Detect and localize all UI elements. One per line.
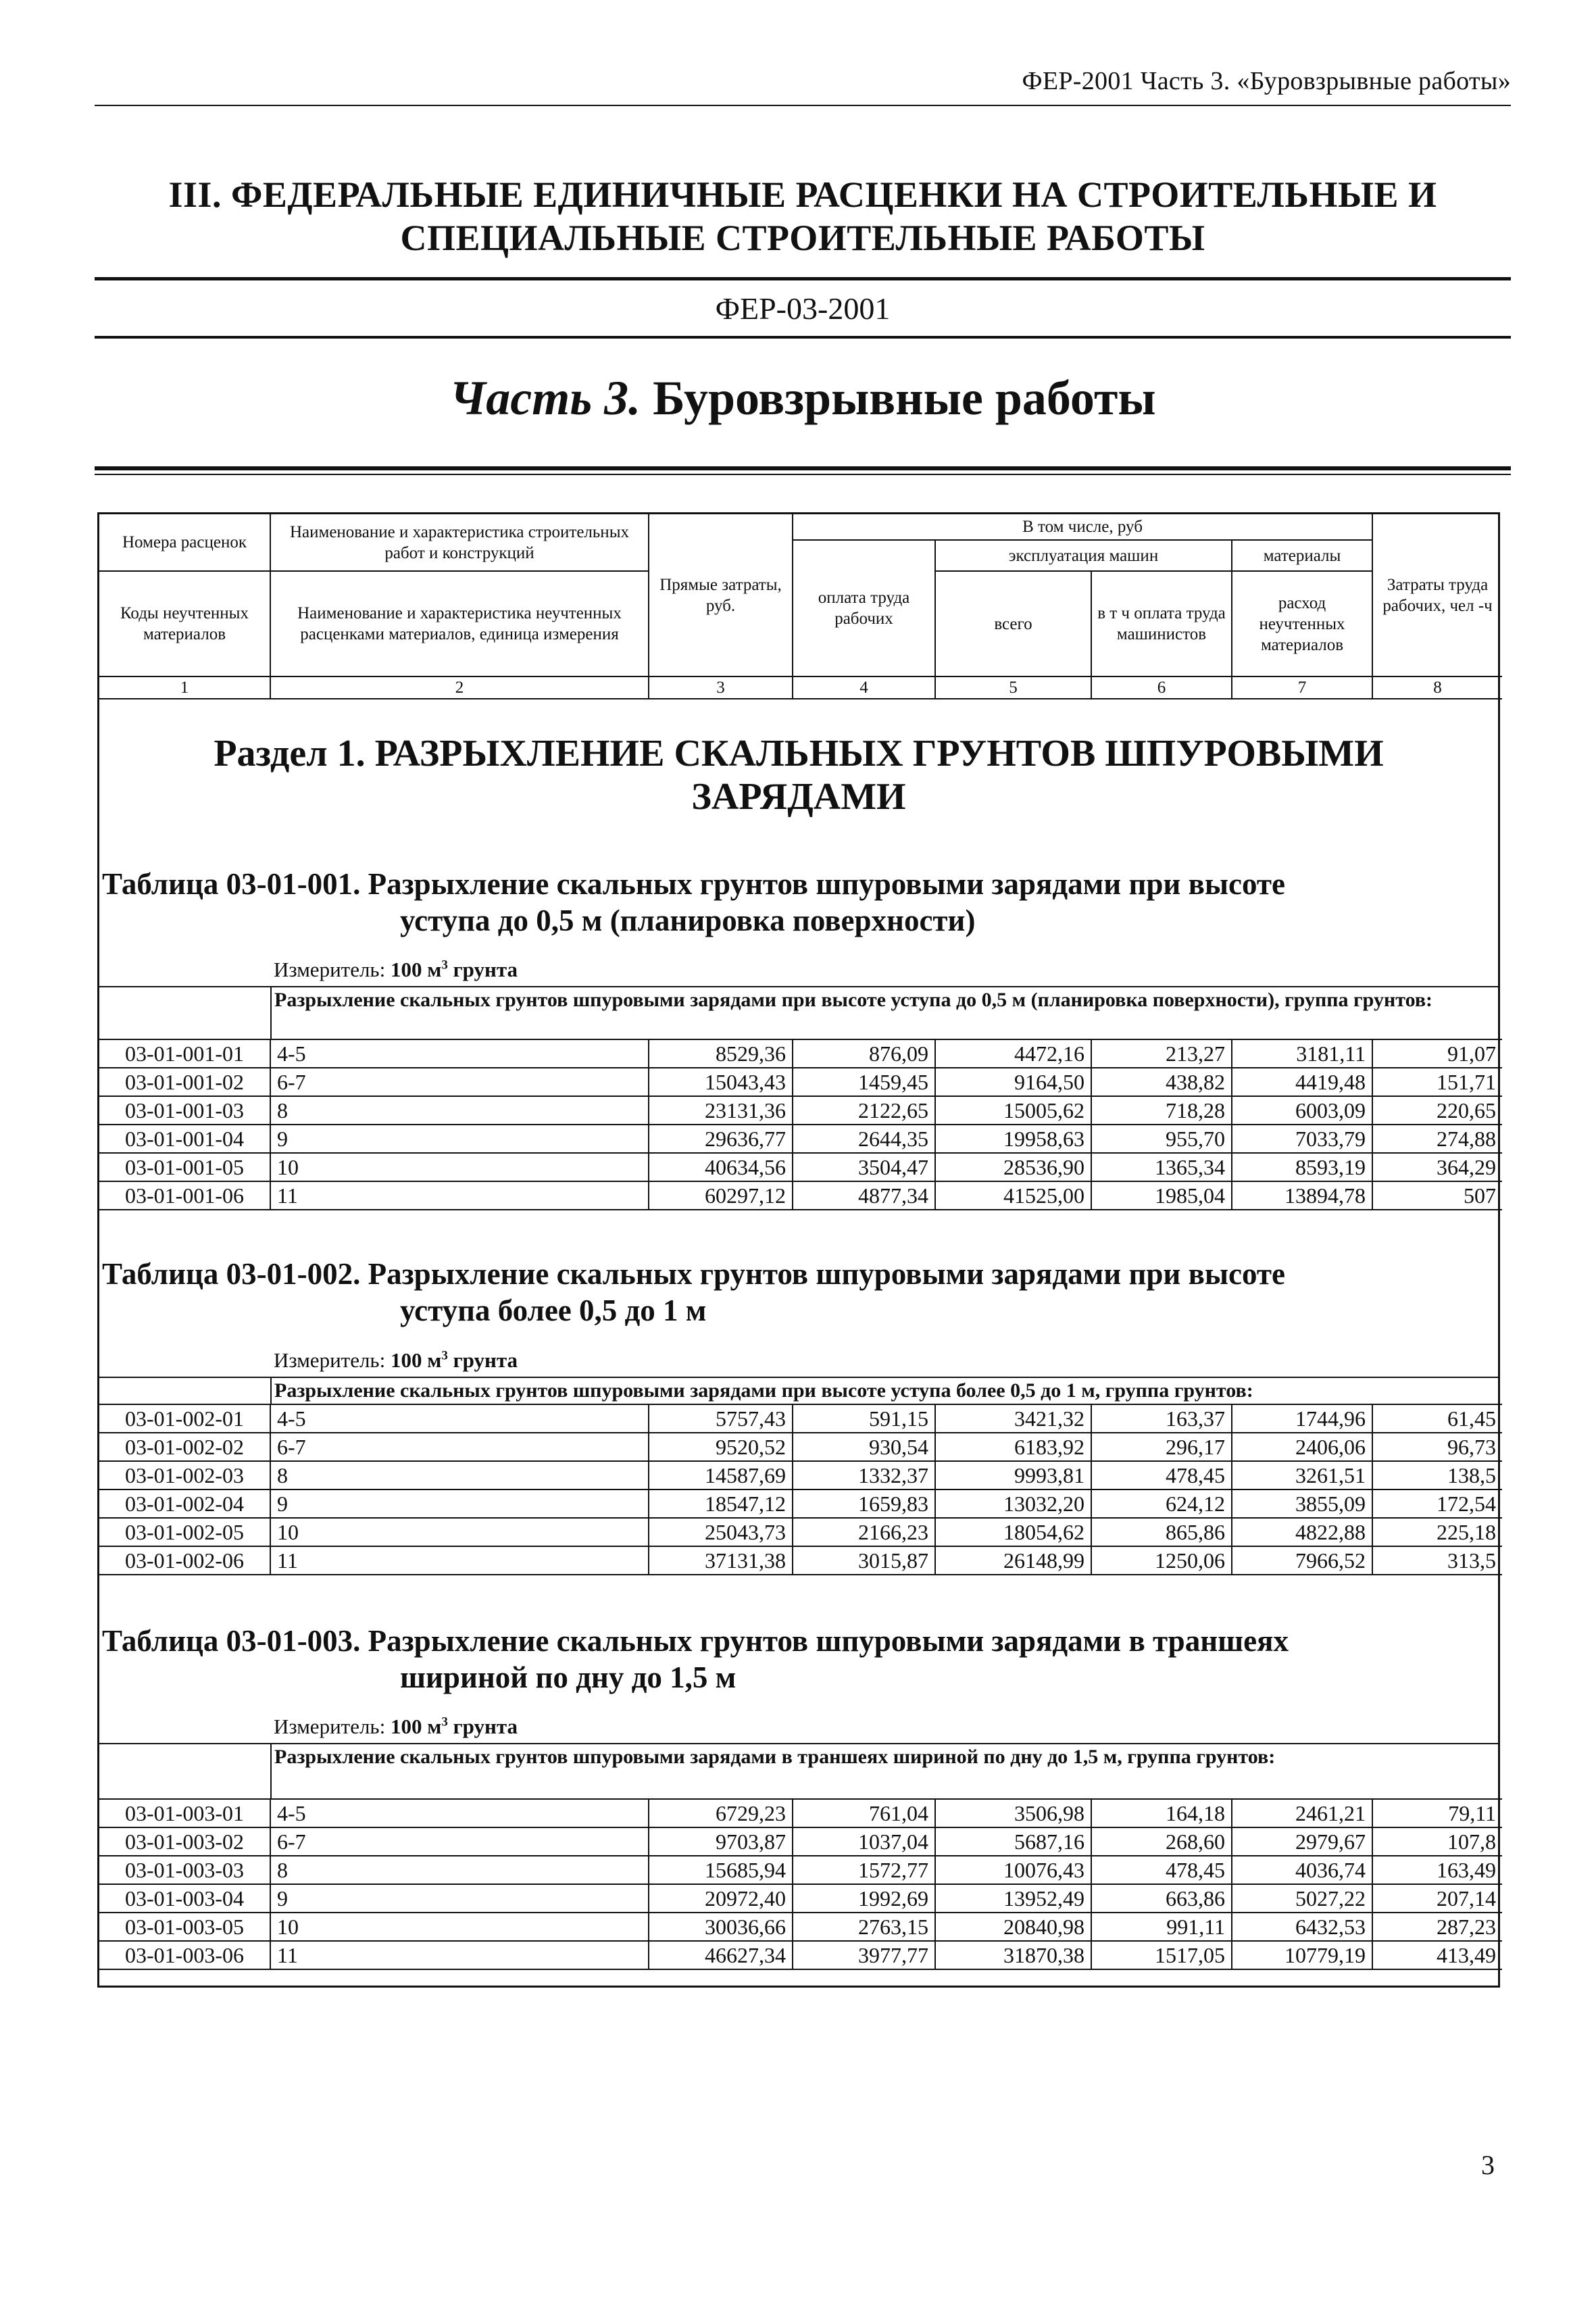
rate-code-cell: 03-01-001-03 <box>99 1096 270 1125</box>
labor-hours-cell: 207,14 <box>1372 1884 1502 1913</box>
rate-code-cell: 03-01-003-06 <box>99 1941 270 1969</box>
direct-cost-cell: 8529,36 <box>649 1039 793 1068</box>
rate-code-cell: 03-01-002-06 <box>99 1546 270 1575</box>
labor-pay-cell: 2763,15 <box>793 1913 935 1941</box>
soil-group-cell: 6-7 <box>270 1068 649 1096</box>
header-number: 2 <box>270 676 649 699</box>
rate-code-cell: 03-01-003-03 <box>99 1856 270 1884</box>
rate-code-cell: 03-01-003-04 <box>99 1884 270 1913</box>
header-materials: материалы <box>1232 540 1372 571</box>
section-title-line1: Раздел 1. РАЗРЫХЛЕНИЕ СКАЛЬНЫХ ГРУНТОВ ШПУРОВЫМИ <box>214 733 1384 774</box>
soil-group-cell: 11 <box>270 1546 649 1575</box>
labor-hours-cell: 364,29 <box>1372 1153 1502 1181</box>
table-row <box>99 1433 1502 1461</box>
machinist-pay-cell: 624,12 <box>1091 1490 1232 1518</box>
soil-group-cell: 9 <box>270 1125 649 1153</box>
meter-label: Измеритель: <box>274 1715 386 1738</box>
table-row <box>99 1039 1502 1068</box>
soil-group-cell: 11 <box>270 1181 649 1210</box>
meter-unit-exponent: 3 <box>441 1715 448 1729</box>
direct-cost-cell: 9520,52 <box>649 1433 793 1461</box>
direct-cost-cell: 15685,94 <box>649 1856 793 1884</box>
meter-suffix: грунта <box>453 1715 518 1738</box>
table-title-line1: Таблица 03-01-001. Разрыхление скальных грунтов шпуровыми зарядами при высоте <box>102 867 1286 901</box>
machinist-pay-cell: 268,60 <box>1091 1827 1232 1856</box>
soil-group-cell: 8 <box>270 1096 649 1125</box>
running-head: ФЕР-2001 Часть 3. «Буровзрывные работы» <box>1022 67 1511 95</box>
machine-cost-cell: 5687,16 <box>935 1827 1091 1856</box>
code-column-line <box>270 1743 272 1798</box>
table-row <box>99 1856 1502 1884</box>
table-row <box>99 1884 1502 1913</box>
machine-cost-cell: 18054,62 <box>935 1518 1091 1546</box>
direct-cost-cell: 15043,43 <box>649 1068 793 1096</box>
machinist-pay-cell: 1517,05 <box>1091 1941 1232 1969</box>
machine-cost-cell: 9993,81 <box>935 1461 1091 1490</box>
labor-pay-cell: 930,54 <box>793 1433 935 1461</box>
soil-group-cell: 10 <box>270 1153 649 1181</box>
meter-label: Измеритель: <box>274 958 386 981</box>
labor-hours-cell: 220,65 <box>1372 1096 1502 1125</box>
materials-cost-cell: 1744,96 <box>1232 1404 1372 1433</box>
machinist-pay-cell: 478,45 <box>1091 1856 1232 1884</box>
table-row <box>99 1125 1502 1153</box>
meter-unit <box>391 1348 518 1372</box>
column-header-table <box>99 514 1502 699</box>
code-column-line <box>270 1377 272 1404</box>
soil-group-cell: 11 <box>270 1941 649 1969</box>
rates-table <box>99 1798 1502 1970</box>
labor-pay-cell: 1459,45 <box>793 1068 935 1096</box>
meter-unit <box>391 1715 518 1738</box>
machinist-pay-cell: 296,17 <box>1091 1433 1232 1461</box>
table-title-line2: уступа до 0,5 м (планировка поверхности) <box>400 904 976 937</box>
header-number: 3 <box>649 676 793 699</box>
soil-group-cell: 4-5 <box>270 1799 649 1827</box>
machinist-pay-cell: 163,37 <box>1091 1404 1232 1433</box>
labor-hours-cell: 172,54 <box>1372 1490 1502 1518</box>
table-subheading: Разрыхление скальных грунтов шпуровыми зарядами в траншеях шириной по дну до 1,5 м, группа грунтов: <box>274 1746 1276 1768</box>
materials-cost-cell: 10779,19 <box>1232 1941 1372 1969</box>
header-machines-total: всего <box>935 571 1091 676</box>
machinist-pay-cell: 663,86 <box>1091 1884 1232 1913</box>
meter-unit-text: 100 м <box>390 958 442 981</box>
rate-code-cell: 03-01-001-01 <box>99 1039 270 1068</box>
header-number: 8 <box>1372 676 1502 699</box>
header-including: В том числе, руб <box>793 514 1372 540</box>
materials-cost-cell: 2406,06 <box>1232 1433 1372 1461</box>
table-title <box>99 866 1498 939</box>
rate-code-cell: 03-01-001-02 <box>99 1068 270 1096</box>
table-meter <box>274 1715 518 1739</box>
machinist-pay-cell: 991,11 <box>1091 1913 1232 1941</box>
header-materials-sub: расход неучтенных материалов <box>1232 571 1372 676</box>
section-title-line2: ЗАРЯДАМИ <box>691 776 906 818</box>
materials-cost-cell: 4419,48 <box>1232 1068 1372 1096</box>
part-title <box>95 370 1511 426</box>
materials-cost-cell: 6003,09 <box>1232 1096 1372 1125</box>
machine-cost-cell: 15005,62 <box>935 1096 1091 1125</box>
header-machines: эксплуатация машин <box>935 540 1232 571</box>
labor-hours-cell: 96,73 <box>1372 1433 1502 1461</box>
rate-code-cell: 03-01-001-05 <box>99 1153 270 1181</box>
materials-cost-cell: 2979,67 <box>1232 1827 1372 1856</box>
table-row <box>99 1068 1502 1096</box>
materials-cost-cell: 4036,74 <box>1232 1856 1372 1884</box>
labor-pay-cell: 761,04 <box>793 1799 935 1827</box>
materials-cost-cell: 7966,52 <box>1232 1546 1372 1575</box>
rate-code-cell: 03-01-002-03 <box>99 1461 270 1490</box>
labor-pay-cell: 3015,87 <box>793 1546 935 1575</box>
header-number: 6 <box>1091 676 1232 699</box>
meter-unit <box>391 958 518 981</box>
soil-group-cell: 4-5 <box>270 1404 649 1433</box>
rates-frame <box>97 512 1500 1988</box>
materials-cost-cell: 8593,19 <box>1232 1153 1372 1181</box>
header-number: 5 <box>935 676 1091 699</box>
header-number: 1 <box>99 676 270 699</box>
direct-cost-cell: 18547,12 <box>649 1490 793 1518</box>
materials-cost-cell: 13894,78 <box>1232 1181 1372 1210</box>
direct-cost-cell: 25043,73 <box>649 1518 793 1546</box>
meter-suffix: грунта <box>453 1348 518 1372</box>
header-col2-bottom: Наименование и характеристика неучтенных расценками материалов, единица измерения <box>270 571 649 676</box>
rate-code-cell: 03-01-001-04 <box>99 1125 270 1153</box>
machine-cost-cell: 28536,90 <box>935 1153 1091 1181</box>
table-row <box>99 1799 1502 1827</box>
labor-pay-cell: 1659,83 <box>793 1490 935 1518</box>
machine-cost-cell: 13032,20 <box>935 1490 1091 1518</box>
machine-cost-cell: 26148,99 <box>935 1546 1091 1575</box>
materials-cost-cell: 3181,11 <box>1232 1039 1372 1068</box>
meter-suffix: грунта <box>453 958 518 981</box>
header-labor-cost: Затраты труда рабочих, чел -ч <box>1372 514 1502 676</box>
labor-hours-cell: 107,8 <box>1372 1827 1502 1856</box>
machine-cost-cell: 6183,92 <box>935 1433 1091 1461</box>
materials-cost-cell: 5027,22 <box>1232 1884 1372 1913</box>
machinist-pay-cell: 865,86 <box>1091 1518 1232 1546</box>
labor-pay-cell: 2122,65 <box>793 1096 935 1125</box>
machinist-pay-cell: 438,82 <box>1091 1068 1232 1096</box>
part-name: Буровзрывные работы <box>653 371 1156 425</box>
machinist-pay-cell: 1985,04 <box>1091 1181 1232 1210</box>
code-column-line <box>270 986 272 1039</box>
soil-group-cell: 6-7 <box>270 1827 649 1856</box>
labor-pay-cell: 3977,77 <box>793 1941 935 1969</box>
header-col1-bottom: Коды неучтенных материалов <box>99 571 270 676</box>
machine-cost-cell: 3506,98 <box>935 1799 1091 1827</box>
direct-cost-cell: 23131,36 <box>649 1096 793 1125</box>
meter-label: Измеритель: <box>274 1348 386 1372</box>
table-meter <box>274 958 518 982</box>
rate-code-cell: 03-01-001-06 <box>99 1181 270 1210</box>
part-rule-thick <box>95 466 1511 470</box>
labor-hours-cell: 79,11 <box>1372 1799 1502 1827</box>
table-row <box>99 1518 1502 1546</box>
header-machinists: в т ч оплата труда машинистов <box>1091 571 1232 676</box>
machinist-pay-cell: 955,70 <box>1091 1125 1232 1153</box>
direct-cost-cell: 20972,40 <box>649 1884 793 1913</box>
table-row <box>99 1913 1502 1941</box>
table-title-line2: уступа более 0,5 до 1 м <box>400 1294 707 1327</box>
section-title <box>99 732 1498 818</box>
machine-cost-cell: 20840,98 <box>935 1913 1091 1941</box>
top-rule <box>95 105 1511 106</box>
soil-group-cell: 6-7 <box>270 1433 649 1461</box>
direct-cost-cell: 6729,23 <box>649 1799 793 1827</box>
labor-pay-cell: 591,15 <box>793 1404 935 1433</box>
soil-group-cell: 9 <box>270 1490 649 1518</box>
collection-code: ФЕР-03-2001 <box>715 291 891 326</box>
materials-cost-cell: 4822,88 <box>1232 1518 1372 1546</box>
machine-cost-cell: 19958,63 <box>935 1125 1091 1153</box>
soil-group-cell: 8 <box>270 1461 649 1490</box>
direct-cost-cell: 30036,66 <box>649 1913 793 1941</box>
table-title <box>99 1256 1498 1329</box>
labor-pay-cell: 2644,35 <box>793 1125 935 1153</box>
code-rule <box>95 336 1511 339</box>
page-number: 3 <box>1481 2150 1495 2180</box>
header-labor-pay: оплата труда рабочих <box>793 540 935 676</box>
part-label: Часть 3. <box>449 371 641 425</box>
header-direct-costs: Прямые затраты, руб. <box>649 514 793 676</box>
direct-cost-cell: 9703,87 <box>649 1827 793 1856</box>
labor-pay-cell: 1037,04 <box>793 1827 935 1856</box>
labor-pay-cell: 4877,34 <box>793 1181 935 1210</box>
soil-group-cell: 10 <box>270 1518 649 1546</box>
header-col2-top: Наименование и характеристика строительных работ и конструкций <box>270 514 649 571</box>
rate-code-cell: 03-01-003-05 <box>99 1913 270 1941</box>
rate-code-cell: 03-01-002-01 <box>99 1404 270 1433</box>
table-meter <box>274 1348 518 1373</box>
meter-unit-text: 100 м <box>390 1348 442 1372</box>
machinist-pay-cell: 1365,34 <box>1091 1153 1232 1181</box>
direct-cost-cell: 60297,12 <box>649 1181 793 1210</box>
labor-hours-cell: 225,18 <box>1372 1518 1502 1546</box>
labor-hours-cell: 274,88 <box>1372 1125 1502 1153</box>
direct-cost-cell: 46627,34 <box>649 1941 793 1969</box>
meter-unit-exponent: 3 <box>441 958 448 973</box>
table-title-line1: Таблица 03-01-002. Разрыхление скальных грунтов шпуровыми зарядами при высоте <box>102 1257 1286 1291</box>
labor-hours-cell: 163,49 <box>1372 1856 1502 1884</box>
header-col1-top: Номера расценок <box>99 514 270 571</box>
machinist-pay-cell: 718,28 <box>1091 1096 1232 1125</box>
labor-pay-cell: 1572,77 <box>793 1856 935 1884</box>
direct-cost-cell: 37131,38 <box>649 1546 793 1575</box>
machinist-pay-cell: 164,18 <box>1091 1799 1232 1827</box>
soil-group-cell: 9 <box>270 1884 649 1913</box>
labor-hours-cell: 507 <box>1372 1181 1502 1210</box>
machine-cost-cell: 4472,16 <box>935 1039 1091 1068</box>
direct-cost-cell: 29636,77 <box>649 1125 793 1153</box>
machine-cost-cell: 13952,49 <box>935 1884 1091 1913</box>
machine-cost-cell: 10076,43 <box>935 1856 1091 1884</box>
rate-code-cell: 03-01-003-01 <box>99 1799 270 1827</box>
rates-table <box>99 1039 1502 1210</box>
rate-code-cell: 03-01-002-05 <box>99 1518 270 1546</box>
labor-pay-cell: 1992,69 <box>793 1884 935 1913</box>
soil-group-cell: 8 <box>270 1856 649 1884</box>
direct-cost-cell: 14587,69 <box>649 1461 793 1490</box>
machinist-pay-cell: 1250,06 <box>1091 1546 1232 1575</box>
machine-cost-cell: 3421,32 <box>935 1404 1091 1433</box>
materials-cost-cell: 3261,51 <box>1232 1461 1372 1490</box>
materials-cost-cell: 3855,09 <box>1232 1490 1372 1518</box>
materials-cost-cell: 2461,21 <box>1232 1799 1372 1827</box>
header-number: 4 <box>793 676 935 699</box>
direct-cost-cell: 40634,56 <box>649 1153 793 1181</box>
table-subheading: Разрыхление скальных грунтов шпуровыми зарядами при высоте уступа более 0,5 до 1 м, группа грунтов: <box>274 1379 1253 1402</box>
machine-cost-cell: 31870,38 <box>935 1941 1091 1969</box>
labor-pay-cell: 2166,23 <box>793 1518 935 1546</box>
machine-cost-cell: 9164,50 <box>935 1068 1091 1096</box>
table-row <box>99 1546 1502 1575</box>
table-row <box>99 1827 1502 1856</box>
table-row <box>99 1153 1502 1181</box>
labor-hours-cell: 287,23 <box>1372 1913 1502 1941</box>
table-row <box>99 1096 1502 1125</box>
title-rule <box>95 277 1511 280</box>
table-subheading: Разрыхление скальных грунтов шпуровыми зарядами при высоте уступа до 0,5 м (планировка поверхности), группа грунтов: <box>274 989 1433 1011</box>
labor-pay-cell: 3504,47 <box>793 1153 935 1181</box>
rates-table <box>99 1404 1502 1575</box>
part-rule-thin <box>95 474 1511 475</box>
labor-hours-cell: 91,07 <box>1372 1039 1502 1068</box>
table-row <box>99 1490 1502 1518</box>
labor-hours-cell: 413,49 <box>1372 1941 1502 1969</box>
table-title <box>99 1623 1498 1696</box>
meter-unit-exponent: 3 <box>441 1348 448 1363</box>
soil-group-cell: 10 <box>270 1913 649 1941</box>
machinist-pay-cell: 478,45 <box>1091 1461 1232 1490</box>
direct-cost-cell: 5757,43 <box>649 1404 793 1433</box>
materials-cost-cell: 6432,53 <box>1232 1913 1372 1941</box>
rate-code-cell: 03-01-002-04 <box>99 1490 270 1518</box>
labor-hours-cell: 61,45 <box>1372 1404 1502 1433</box>
table-title-line2: шириной по дну до 1,5 м <box>400 1660 737 1694</box>
header-number: 7 <box>1232 676 1372 699</box>
table-row <box>99 1181 1502 1210</box>
table-title-line1: Таблица 03-01-003. Разрыхление скальных грунтов шпуровыми зарядами в траншеях <box>102 1624 1289 1658</box>
main-title-line1: III. ФЕДЕРАЛЬНЫЕ ЕДИНИЧНЫЕ РАСЦЕНКИ НА СТРОИТЕЛЬНЫЕ И <box>168 174 1437 215</box>
labor-hours-cell: 138,5 <box>1372 1461 1502 1490</box>
table-row <box>99 1941 1502 1969</box>
meter-unit-text: 100 м <box>390 1715 442 1738</box>
soil-group-cell: 4-5 <box>270 1039 649 1068</box>
materials-cost-cell: 7033,79 <box>1232 1125 1372 1153</box>
labor-hours-cell: 151,71 <box>1372 1068 1502 1096</box>
table-row <box>99 1461 1502 1490</box>
rate-code-cell: 03-01-003-02 <box>99 1827 270 1856</box>
labor-hours-cell: 313,5 <box>1372 1546 1502 1575</box>
rate-code-cell: 03-01-002-02 <box>99 1433 270 1461</box>
machinist-pay-cell: 213,27 <box>1091 1039 1232 1068</box>
machine-cost-cell: 41525,00 <box>935 1181 1091 1210</box>
labor-pay-cell: 876,09 <box>793 1039 935 1068</box>
labor-pay-cell: 1332,37 <box>793 1461 935 1490</box>
main-title-line2: СПЕЦИАЛЬНЫЕ СТРОИТЕЛЬНЫЕ РАБОТЫ <box>400 218 1205 258</box>
main-title <box>95 173 1511 260</box>
table-row <box>99 1404 1502 1433</box>
